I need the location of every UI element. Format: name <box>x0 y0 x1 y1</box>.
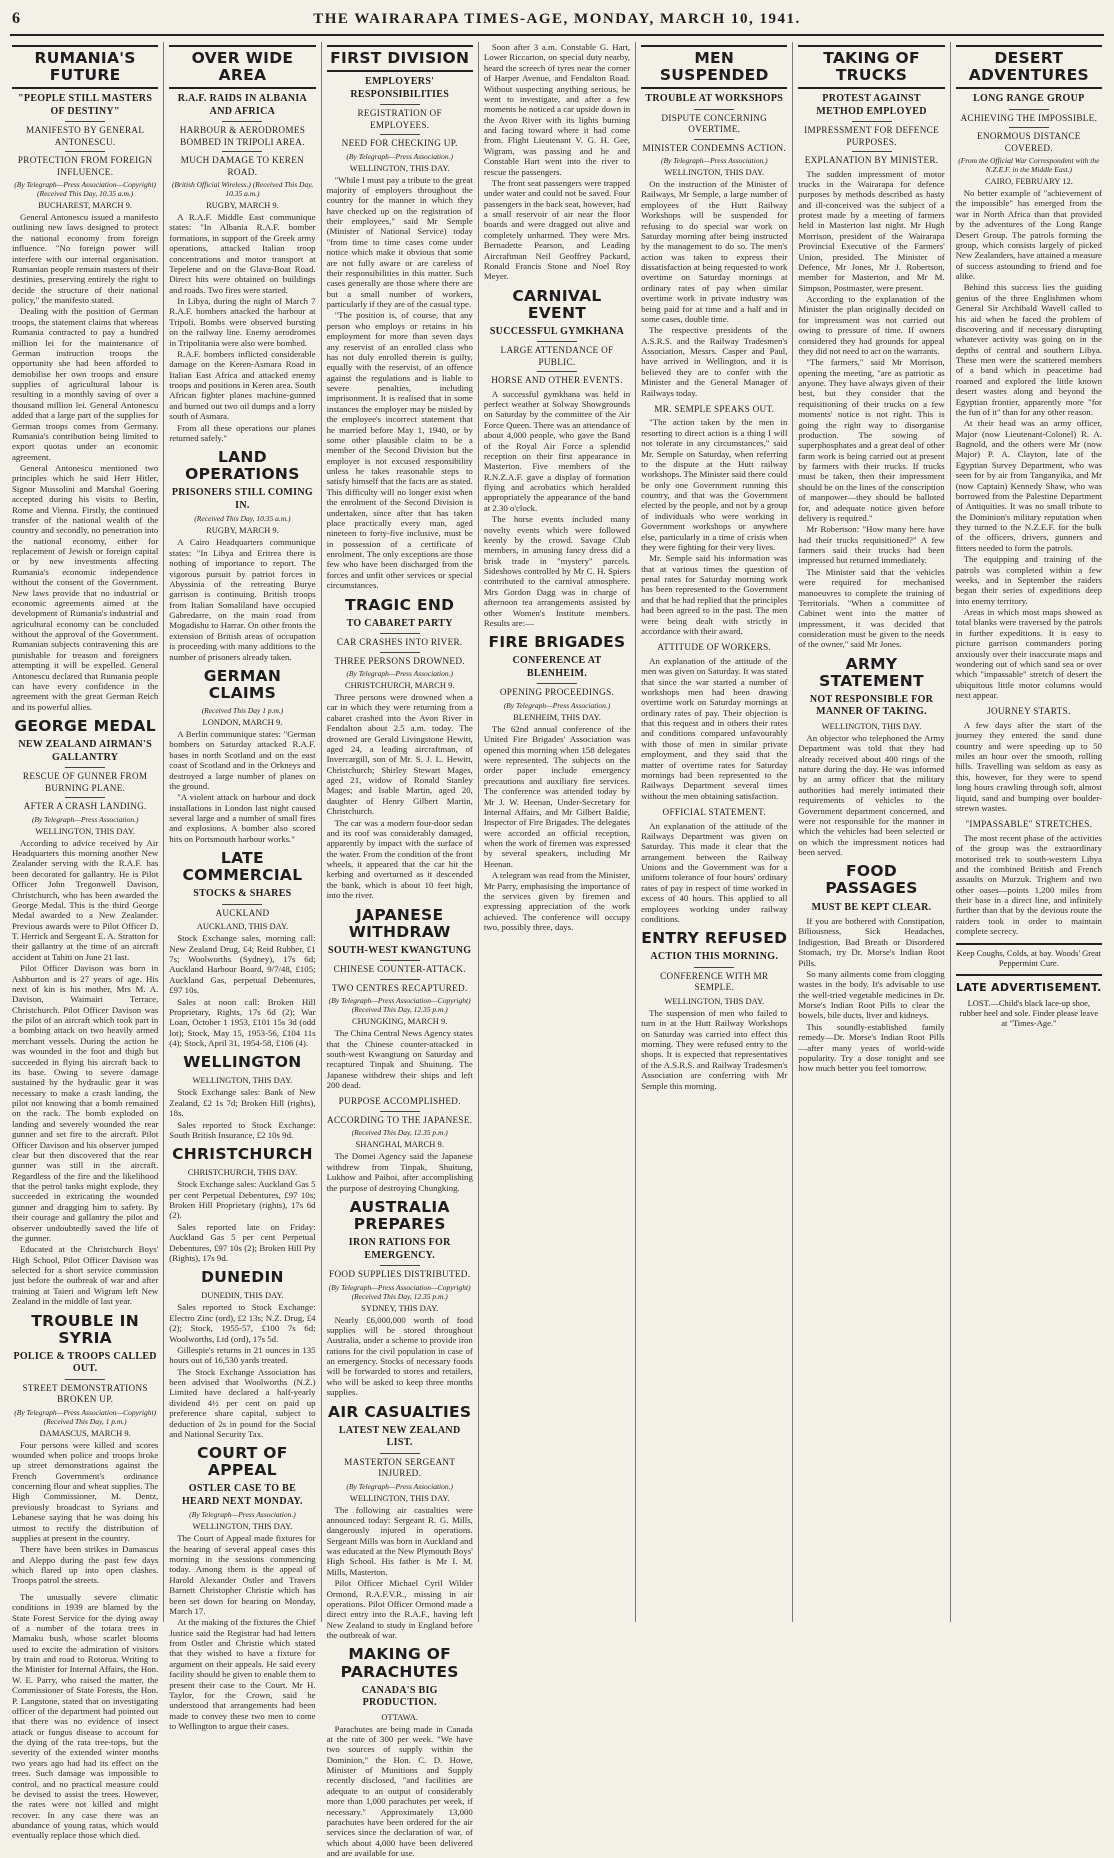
newspaper-title: THE WAIRARAPA TIMES-AGE, MONDAY, MARCH 10, 1941. <box>313 11 801 27</box>
article-subhead: ATTITUDE OF WORKERS. <box>657 642 772 653</box>
paragraph: Sales reported late on Friday: Auckland Gas 5 per cent Perpetual Debentures, £97 10s (2); Broken Hill Pty (Rights), 17s 9d. <box>169 1221 316 1263</box>
article-subhead: TWO CENTRES RECAPTURED. <box>331 982 468 993</box>
paragraph: The equipping and training of the patrols was completed within a few weeks, and in September the raiders began their series of expeditions deep into enemy territory. <box>955 554 1102 606</box>
paragraph: A Berlin communique states: "German bombers on Saturday attacked R.A.F. bases in north Scotland and on the east coast of Scotland and in the Orkneys and destroyed a large number of planes on the ground. <box>169 729 316 791</box>
article-subhead: SUCCESSFUL GYMKHANA <box>489 325 625 337</box>
paragraph: The respective presidents of the A.S.R.S. and the Railway Tradesmen's Association, Messrs. Casper and Paul, have arrived in Wellington, and it is believed they are to confer with the Minister and the General Manager of Railways today. <box>641 325 788 398</box>
article-headline: CARNIVAL EVENT <box>512 286 602 322</box>
paragraph: The car was a modern four-door sedan and its roof was considerably damaged, apparently by impact with the surface of the water. From the condition of the front wheels, it appeared that the car hit the kerbing and overturned as it descended the bank, which is about 10 feet high, into the river. <box>326 817 473 901</box>
paragraph: "The farmers," said Mr Morrison, opening the meeting, "are as patriotic as anyone. They have always given of their best, but they consider that the requisitioning of their trucks on a few moments' notice is not right. This is going the right way to disorganise production. The sowing of superphosphates and a great deal of other farm work is being carried out at present by farmers with their trucks. If trucks must be taken, then their impressment should be on the lines of the conscription of manpower—they should be balloted for, and adequate notice given before delivery is required." <box>798 357 945 523</box>
article-subhead: OSTLER CASE TO BE HEARD NEXT MONDAY. <box>181 1483 303 1507</box>
article-dateline: AUCKLAND, THIS DAY. <box>196 921 289 932</box>
article-headline: WELLINGTON <box>183 1053 302 1072</box>
article <box>169 449 315 662</box>
article-byline: (From the Official War Correspondent with the N.Z.E.F. in the Middle East.) <box>958 156 1100 175</box>
article-subhead: DISPUTE CONCERNING OVERTIME. <box>661 112 768 135</box>
paragraph: According to advice received by Air Headquarters this morning another New Zealander serving with the R.A.F. has been decorated for gallantry. He is Pilot Officer John Tregonwell Davison, Christchurch, who has been awarded the George Medal. This is the third George Medal awarded to a New Zealander. Previous awards were to Pilot Officer D. T. Herrick and Sergeant E. A. Stratton for their gallantry at the time of an aircraft accident at Tahiti on June 21 last. <box>12 837 159 962</box>
article-subhead: THREE PERSONS DROWNED. <box>334 655 465 666</box>
article-dateline: CHUNGKING, MARCH 9. <box>352 1016 448 1027</box>
article-dateline: WELLINGTON, THIS DAY. <box>349 1492 450 1503</box>
divider <box>537 371 577 372</box>
paragraph: If you are bothered with Constipation, Biliousness, Sick Headaches, Indigestion, Bad Breath or Disordered Stomach, try Dr. Morse's Indian Root Pills. <box>798 916 945 968</box>
article-headline: ARMY STATEMENT <box>819 654 924 690</box>
article-subhead: "IMPASSABLE" STRETCHES. <box>965 819 1093 830</box>
article-byline: (By Telegraph—Press Association—Copyright) (Received This Day, 12.35 p.m.) <box>328 1282 471 1301</box>
article-body <box>641 656 787 801</box>
article-body <box>641 417 787 636</box>
article-byline: (Received This Day 1 p.m.) <box>201 706 284 716</box>
article-headline: FOOD PASSAGES <box>825 862 918 898</box>
article-headline: CHRISTCHURCH <box>172 1145 313 1164</box>
article-subhead: PRISONERS STILL COMING IN. <box>171 487 313 511</box>
article <box>327 1404 473 1641</box>
article-body <box>169 933 315 1048</box>
paragraph: The sudden impressment of motor trucks in the Wairarapa for defence purposes by methods described as hasty and ill-conceived was the subject of a protest made by a meeting of farmers held in Masterton last night. Mr Hugh Morrison, president of the Wairarapa Provincial Executive of the Farmers' Union, presided. The Minister of Defence, Mr Jones, Mr J. Robertson, member for Masterton, and Mr M. Simpson, Postmaster, were present. <box>798 168 945 293</box>
article-subhead: CHINESE COUNTER-ATTACK. <box>333 964 466 975</box>
article-headline: DUNEDIN <box>201 1268 284 1287</box>
article <box>484 288 630 629</box>
article <box>327 1199 473 1398</box>
article-dateline: WELLINGTON, THIS DAY. <box>664 167 765 178</box>
article-subhead: HORSE AND OTHER EVENTS. <box>491 375 623 386</box>
article <box>956 706 1102 813</box>
paragraph: Stock Exchange sales, morning call: New Zealand Drug, £4; Reid Rubber, £1 7s; Woolworths (Sydney), 17s 6d; Auckland Harbour Board, 9/7/48, £105; Auckland Gas, perpetual Debentures, £97 10s. <box>169 933 316 996</box>
ad-text: LOST.—Child's black lace-up shoe, rubber heel and sole. Finder please leave at "Times-Age." <box>959 998 1099 1029</box>
article <box>484 42 630 282</box>
article <box>641 642 787 801</box>
article-byline: (By Telegraph—Press Association.) <box>31 814 139 824</box>
article-headline: JAPANESE WITHDRAW <box>348 905 451 941</box>
paragraph: An objector who telephoned the Army Department was told that they had already received about 400 rings of the nature during the day. He was informed by an army officer that the military authorities had merely intimated their requirements of vehicles to the Government department concerned, and were not responsible for the manner in which the vehicles had been selected or on which the impressment notices had been served. <box>798 732 945 858</box>
article-subhead: MUST BE KEPT CLEAR. <box>811 901 932 913</box>
article-dateline: WELLINGTON, THIS DAY. <box>192 1075 293 1086</box>
article-body <box>484 42 630 282</box>
article <box>327 1096 473 1193</box>
article-dateline: WELLINGTON, THIS DAY. <box>192 1521 293 1532</box>
article-byline: (By Telegraph—Press Association.) <box>660 156 768 166</box>
article-headline: AUSTRALIA PREPARES <box>349 1197 450 1233</box>
article-body <box>798 169 944 650</box>
article-subhead: OPENING PROCEEDINGS. <box>499 687 615 698</box>
article-dateline: OTTAWA. <box>381 1711 419 1722</box>
article-headline: FIRST DIVISION <box>327 45 473 72</box>
article-subhead: MASTERTON SERGEANT INJURED. <box>344 1456 456 1479</box>
paragraph: Dealing with the position of German troops, the statement claims that whereas Rumania contracted to pay a hundred million lei for the maintenance of German instruction troops the opportunity she had been afforded to demobilise her own troops and ensure supplies of agricultural labour is resulting in a monthly saving of over a thousand million lei. General Antonescu added that a large part of the supplies for German troops comes from Germany. Rumania's contribution being limited to export quotas under an economic agreement. <box>12 306 159 462</box>
article-subhead: IRON RATIONS FOR EMERGENCY. <box>348 1237 451 1261</box>
article <box>327 597 473 901</box>
article-body <box>327 175 473 591</box>
article-body <box>641 179 787 398</box>
article <box>12 1313 158 1586</box>
article-body <box>327 692 473 901</box>
article <box>798 863 944 1073</box>
article <box>956 819 1102 936</box>
divider <box>380 1111 420 1112</box>
article-subhead: REGISTRATION OF EMPLOYEES. <box>357 108 442 130</box>
article-subhead: "PEOPLE STILL MASTERS OF DESTINY" <box>18 93 153 117</box>
article-byline: (Received This Day, 10.35 a.m.) <box>194 514 291 524</box>
article-subhead: CANADA'S BIG PRODUCTION. <box>361 1684 438 1709</box>
article-subhead: HARBOUR & AERODROMES BOMBED IN TRIPOLI AREA. <box>179 125 306 147</box>
article-body <box>12 838 158 1307</box>
article-body <box>169 1179 315 1263</box>
article <box>641 45 787 398</box>
article-body <box>798 733 944 858</box>
article-subhead: CONFERENCE WITH MR SEMPLE. <box>660 970 769 993</box>
article <box>12 718 158 1306</box>
divider <box>222 904 262 905</box>
article <box>641 404 787 636</box>
article-dateline: BUCHAREST, MARCH 9. <box>38 200 133 211</box>
article-subhead: AFTER A CRASH LANDING. <box>23 801 147 812</box>
article-body <box>327 1505 473 1641</box>
article-headline: TROUBLE IN SYRIA <box>31 1311 139 1347</box>
paragraph: A telegram was read from the Minister, Mr Parry, emphasising the importance of the services given by firemen and expressing appreciation of the work achieved. The conference will occupy two, possibly three, days. <box>483 870 631 933</box>
article-body <box>484 724 630 933</box>
paragraph: So many ailments come from clogging wastes in the body. It's advisable to use the well-tried vegetable medicines in Dr. Morse's Indian Root Pills to clear the bowels, bile ducts, liver and kidneys. <box>798 968 945 1021</box>
paragraph: "The action taken by the men in resorting to direct action is a thing I will not tolerate in any circumstances," said Mr. Semple on Saturday, when referring to the dispute at the Hutt railway workshops. The Minister said there could be only one Government running this country, and that was the Government elected by the people, and not by a group of individuals who were working in Government workshops or anywhere else, particularly in a time of crisis when they were fighting for their very lives. <box>641 417 788 552</box>
paragraph: Pilot Officer Michael Cyril Wilder Ormond, R.A.F.V.R., missing in air operations. Pilot Officer Ormond made a direct entry into the R.A.F., having left New Zealand to study in England before the outbreak of war. <box>326 1578 473 1641</box>
article-dateline: DUNEDIN, THIS DAY. <box>201 1290 284 1301</box>
paragraph: "A violent attack on harbour and dock installations in London last night caused several large and a number of small fires and explosions. A bomber also scored hits on Portsmouth harbour works." <box>169 792 316 844</box>
paragraph: The following air casualties were announced today: Sergeant R. G. Mills, dangerously injured in operations. Sergeant Mills was born in Auckland and was educated at the New Plymouth Boys' High School. His father is Mr I. M. Mills, Masterton. <box>326 1504 473 1577</box>
article <box>169 1269 315 1439</box>
article-subhead: LONG RANGE GROUP <box>973 93 1085 105</box>
article-dateline: RUGBY, MARCH 9. <box>206 525 279 536</box>
article-subhead: MUCH DAMAGE TO KEREN ROAD. <box>180 155 305 177</box>
article <box>798 656 944 858</box>
paragraph: The Court of Appeal made fixtures for the hearing of several appeal cases this morning in the sessions commencing today. Among them is the appeal of Harold Alexander Ostler and Travers Barnett Christopher Christie which has been set down for hearing on Monday, March 17. <box>169 1533 316 1616</box>
article-body <box>956 720 1102 813</box>
article-byline: (By Telegraph—Press Association.) <box>346 1481 453 1491</box>
article-dateline: RUGBY, MARCH 9. <box>206 200 279 211</box>
divider <box>380 960 420 961</box>
paragraph: Educated at the Christchurch Boys' High School, Pilot Officer Davison was selected for a short service commission just before the outbreak of war and after training at Taieri and Wigram left New Zealand in the middle of last year. <box>12 1244 159 1307</box>
article-subhead: PROTECTION FROM FOREIGN INFLUENCE. <box>17 155 153 177</box>
column-7 <box>950 42 1104 1622</box>
article-headline: LAND OPERATIONS <box>185 448 300 484</box>
article <box>169 1445 315 1731</box>
divider <box>852 121 892 122</box>
paragraph: Parachutes are being made in Canada at the rate of 300 per week. "We have two sources of supply within the Dominion," the Hon. C. D. Howe, Minister of Munitions and Supply recently disclosed, "and facilities are adequate to an output of considerably more than 1,000 parachutes per week, if necessary." Approximately 13,000 parachutes have been ordered for the air services since the declaration of war, of which about 4,000 have been delivered and are available for use. <box>326 1723 473 1858</box>
article-body <box>12 212 158 712</box>
paragraph: Three persons were drowned when a car in which they were returning from a cabaret crashed into the Avon River in Fendalton about 2.5 a.m. today. The drowned are Gerald Livingstone Hewitt, aged 24, a leading aircraftman, of Invercargill, son of Mr. S. J. L. Hewitt, Christchurch; Shirley Stewart Mages, aged 21, widow of Ronald Stanley Mages; and Isable Martin, aged 20, daughter of Henry Gilbert Martin, Christchurch. <box>326 692 473 817</box>
divider <box>380 633 420 634</box>
divider <box>1009 109 1049 110</box>
column-2 <box>163 42 320 1732</box>
article-dateline: CHRISTCHURCH, MARCH 9. <box>344 680 455 691</box>
paragraph: The Stock Exchange Association has been advised that Woolworths (N.Z.) Limited have declared a half-yearly dividend 4½ per cent on paid up preference share capital, subject to deduction of 2s in pound for the Social and National Security Tax. <box>169 1366 316 1439</box>
paragraph: General Antonescu mentioned two principles which he said Herr Hitler, Signor Mussolini and Marshal Goering accepted during his visits to Berlin, Rome and Vienna. Firstly, the continued transfer of the national wealth of the country and secondly, no penetration into the national economy, either for replacement of Jewish or foreign capital or by new investments affecting Rumania's economic independence without the consent of the Government. New laws provide that no industrial or economic agreements aimed at the development of Rumania's industrial and agricultural economy can be concluded without the approval of the Government. Rumanian subjects contravening this are punishable for treason and foreigners attempting it will be expelled. General Antonescu declared that Rumania people can have every confidence in the agreement with the great German Reich and its powerful allies. <box>12 463 159 712</box>
article-byline: (By Telegraph—Press Association—Copyright) (Received This Day, 12.35 p.m.) <box>328 996 471 1015</box>
divider <box>1009 127 1049 128</box>
article-body <box>169 1302 315 1439</box>
advertisement <box>956 974 1102 1029</box>
article-subhead: ACCORDING TO THE JAPANESE. <box>327 1114 473 1125</box>
ad-headline: LATE ADVERTISEMENT. <box>956 980 1102 994</box>
paragraph: On the instruction of the Minister of Railways, Mr Semple, a large number of employees of the Hutt Railway Workshops will be suspended for refusing to do special war work on Saturday morning after being instructed by the management to do so. The men's action was taken to express their dissatisfaction at being requested to work overtime on Saturday mornings at ordinary rates of pay when similar overtime work in private industry was being paid for at time and a half and in some cases, double time. <box>641 179 788 324</box>
article-headline: MEN SUSPENDED <box>641 45 787 89</box>
column-1 <box>10 42 163 1841</box>
divider <box>694 967 734 968</box>
article-headline: ENTRY REFUSED <box>641 929 788 948</box>
article-subhead: TO CABARET PARTY <box>346 617 453 629</box>
article-byline: (Received This Day, 12.35 p.m.) <box>351 1128 448 1138</box>
paragraph: The Minister said that the vehicles were required for mechanised manoeuvres to complete the training of Territorials. "When a committee of Cabinet went into the matter of impressment, it was decided that consideration must be given to the needs of the owner," said Mr Jones. <box>798 566 945 650</box>
divider <box>65 767 105 768</box>
divider <box>380 104 420 105</box>
article <box>169 850 315 1048</box>
paragraph: The China Central News Agency states that the Chinese counter-attacked in south-west Kwangtung on Saturday and recaptured Tinpak and Shuitung. The Japanese withdrew their ships and left 200 dead. <box>326 1028 473 1091</box>
article-subhead: R.A.F. RAIDS IN ALBANIA AND AFRICA <box>177 93 308 117</box>
paragraph: The 62nd annual conference of the United Fire Brigades' Association was opened this morning when 158 delegates were represented. The subjects on the order paper include emergency precautions and auxiliary fire services. The conference was attended today by Mr J. W. Heenan, Under-Secretary for Internal Affairs, and Mr Gilbert Baldie, Inspector of Fire Brigades. The delegates were accorded an official reception, when the work of firemen was expressed by several speakers, including Mr Heenan. <box>483 723 631 869</box>
paragraph: Stock Exchange sales: Auckland Gas 5 per cent Perpetual Debentures, £97 10s; Broken Hill Proprietary (rights), 17s 6d (2). <box>169 1179 316 1221</box>
article <box>12 45 158 712</box>
article-subhead: FOOD SUPPLIES DISTRIBUTED. <box>329 1269 471 1280</box>
advertisement <box>956 943 1102 968</box>
paragraph: The suspension of men who failed to turn in at the Hutt Railway Workshops on Saturday was carried into effect this morning. They were refused entry to the shops. It is expected that representatives of the A.S.R.S. and Railway Tradesmen's Association are conferring with Mr Semple this morning. <box>641 1007 788 1091</box>
article-byline: (British Official Wireless.) (Received This Day, 10.35 a.m.) <box>171 180 313 199</box>
divider <box>65 797 105 798</box>
article-body <box>12 1440 158 1586</box>
article-subhead: NOT RESPONSIBLE FOR MANNER OF TAKING. <box>809 693 934 718</box>
article-body <box>798 916 944 1074</box>
article-body <box>327 1028 473 1090</box>
paragraph: "The position is, of course, that any person who employs or retains in his employment for more than seven days any reservist of an enrolled class who has not duly enrolled therein is guilty, equally with the reservist, of an offence against the regulations and is liable to severe penalties, including imprisonment. It is realised that in some instances the employer may be misled by the employee's incorrect statement that he married before May 1, 1940, or by some other plausible claim to be a member of the Second Division but the employer is not excused responsibility unless he takes reasonable steps to satisfy himself that the facts are as stated. This difficulty will no longer exist when the enrolment of the Second Division is undertaken, since after that has taken place practically every man, aged nineteen to forty-five inclusive, must be in possession of a certificate of enrolment. The only exceptions are those few who have been discharged from the forces and unfit other services or special circumstances. <box>326 310 473 591</box>
article-subhead: IMPRESSMENT FOR DEFENCE PURPOSES. <box>804 125 939 147</box>
article <box>169 668 315 844</box>
article-subhead: STREET DEMONSTRATIONS BROKEN UP. <box>22 1382 148 1405</box>
article <box>169 1146 315 1263</box>
article-body <box>327 1724 473 1858</box>
divider <box>537 683 577 684</box>
paragraph: From all these operations our planes returned safely." <box>169 422 316 443</box>
divider <box>222 121 262 122</box>
article-subhead: TROUBLE AT WORKSHOPS <box>645 93 784 105</box>
divider <box>537 341 577 342</box>
divider <box>222 151 262 152</box>
divider <box>65 151 105 152</box>
article <box>327 1646 473 1858</box>
article-headline: DESERT ADVENTURES <box>956 45 1102 89</box>
column-5 <box>635 42 792 1622</box>
article-subhead: LARGE ATTENDANCE OF PUBLIC. <box>500 345 614 367</box>
paragraph: The most recent phase of the activities of the group was the extraordinary motorised trek to south-western Libya and the combined British and French assaults on Murzuk. Trighem and two other oases—points 1,200 miles from their base in a direct line, and infinitely further than that by the devious route the raiders took in order to maintain complete secrecy. <box>955 832 1102 937</box>
paragraph: At the making of the fixtures the Chief Justice said the Registrar had had letters from Ostler and Christie which stated that they wished to have a fixture for argument on their appeals. He said every facility should be given to enable them to present their case to the Court. Mr H. Taylor, for the Crown, said he understood that arrangements had been made to convey these two men to come to Wellington to argue their cases. <box>169 1617 316 1732</box>
divider <box>852 151 892 152</box>
paragraph: Sales at noon call: Broken Hill Proprietary, Rights, 17s 6d (2); War Loan, October 1 1953, £101 15s 3d (odd lot); Stock, May 15, 1953-56, £104 11s (4); Stock, April 31, 1954-58, £106 (4). <box>169 996 316 1048</box>
paragraph: An explanation of the attitude of the Railways Department was given on Saturday. This made it clear that the arrangement between the Railway Unions and the Government was for a uniform tolerance of four hours' ordinary rates of pay in respect of time worked in excess of 40 hours. This applied to all employees working under railway conditions. <box>641 820 788 924</box>
article-body <box>956 188 1102 700</box>
article-headline: TRAGIC END <box>345 595 455 614</box>
article-dateline: BLENHEIM, THIS DAY. <box>513 711 601 722</box>
paragraph: Sales reported to Stock Exchange: South British Insurance, £2 10s 9d. <box>169 1119 316 1140</box>
article <box>484 634 630 932</box>
paragraph: A R.A.F. Middle East communique states: "In Albania R.A.F. bomber formations, in support of the Greek army operations, attacked Italian troop concentrations and motor transport at Tepelene and on the Glava-Boat Road. Direct hits were obtained on buildings and roads. Two fires were started. <box>169 212 316 295</box>
article-body <box>169 537 315 662</box>
paragraph: This soundly-established family remedy—Dr. Morse's Indian Root Pills—after many years of world-wide popularity. Try a dose tonight and see how much better you feel tomorrow. <box>798 1021 945 1074</box>
article-subhead: POLICE & TROOPS CALLED OUT. <box>13 1350 157 1375</box>
paragraph: Pilot Officer Davison was born in Ashburton and is 27 years of age. His next of kin is his mother, Mrs M. A. Davison, Waimairi Terrace, Christchurch. Pilot Officer Davison was the pilot of an aircraft which took part in a bombing attack on two heavily armed merchant vessels. During the action he was wounded in the foot and thigh but succeeded in flying his aircraft back to its base. Owing to severe damage sustained by the hydraulic gear it was necessary to make a crash landing, the pilot not knowing that a bomb remained on the rack. The bomb exploded on landing and severely wounded the rear gunner and set fire to the aircraft. Pilot Officer Davison and his observer jumped clear but then discovered that the rear gunner was still in the aircraft. Regardless of the fire and the likelihood that the petrol tanks might explode, they succeeded in extricating the wounded gunner and dragging him to safety. By their courage and gallantry the pilot and observer undoubtedly saved the life of the gunner. <box>12 963 159 1243</box>
paragraph: The unusually severe climatic conditions in 1939 are blamed by the State Forest Service for the dying away of a number of the totara trees in Mamaku bush, whose scarlet blooms used to excite the admiration of visitors by train and road to Rotorua. Writing to the Minister for Internal Affairs, the Hon. W. E. Parry, who raised the matter, the Commissioner of State Forests, the Hon. P. Langstone, stated that on investigating officer of the department had pointed out that there was no evidence of insect attack or fungus disease to account for the dying of the rata tree-tops, but the severity of the extended winter months two years ago had had its effect on the trees. Such damage was impossible to control, and no practical measure could be devised to assist the trees. However, the rates were not killed and might recover. In any case there was an abundance of young ratas, which would eventually replace those which died. <box>12 1591 159 1841</box>
paragraph: Gillespie's returns in 21 ounces in 135 hours out of 16,530 yards treated. <box>169 1344 316 1366</box>
divider <box>380 1453 420 1454</box>
article-subhead: EXPLANATION BY MINISTER. <box>804 155 939 166</box>
article-body <box>169 729 315 844</box>
article-subhead: NEED FOR CHECKING UP. <box>341 138 458 149</box>
article-subhead: MINISTER CONDEMNS ACTION. <box>642 142 787 153</box>
article-dateline: SHANGHAI, MARCH 9. <box>355 1139 444 1150</box>
article-body <box>169 212 315 443</box>
divider <box>380 134 420 135</box>
article-subhead: SOUTH-WEST KWANGTUNG <box>328 944 472 956</box>
paragraph: A few days after the start of the journey they entered the sand dune country and were speeding up to 50 miles an hour over the smooth, rolling hills. Travelling was seldom as easy as this, however, for they were to spend long hours crawling through soft, almost liquid, sand and bumping over boulder-strewn wastes. <box>955 719 1102 813</box>
paragraph: Four persons were killed and scores wounded when police and troops broke up street demonstrations against the French Government's ordinance concerning flour and wheat supplies. The High Commissioner, M. Dentz, previously broadcast to Syrians and Lebanese saying that he was doing his utmost to rectify the distribution of supplies at present in the country. <box>12 1439 159 1543</box>
article <box>327 907 473 1091</box>
article-subhead: ACHIEVING THE IMPOSSIBLE. <box>960 112 1098 123</box>
article-body <box>12 1592 158 1841</box>
ad-text: Keep Coughs, Colds, at bay. Woods' Great Peppermint Cure. <box>956 947 1102 968</box>
paragraph: Behind this success lies the guiding genius of the three Englishmen whom General Sir Archibald Wavell called to his aid when he faced the problem of discovering and if necessary disrupting whatever activity was going on in the depths of central and southern Libya. These men were the scattered members of a band which in peacetime had roamed and explored the little known desert wastes along and beyond the Egyptian frontier, apparently more "for the fun of it" than for any other reason. <box>955 282 1102 417</box>
article-subhead: EMPLOYERS' RESPONSIBILITIES <box>350 76 450 100</box>
divider <box>380 1265 420 1266</box>
column-6 <box>792 42 949 1622</box>
paragraph: In Libya, during the night of March 7 R.A.F. bombers attacked the harbour at Tripoli. Bombs were observed bursting on the railway line. Enemy aerodromes in Tripolitania were also were bombed. <box>169 296 316 348</box>
paragraph: At their head was an army officer, Major (now Lieutenant-Colonel) R. A. Bagnold, and the others were Mr (now Major) P. A. Clayton, late of the Egyptian Survey Department, who was seen for by air from Tanganyika, and Mr (now Captain) Kennedy Shaw, who was borrowed from the Palestine Department of Antiquities. It was no small tribute to the Dominion's military reputation when they turned to the N.Z.E.F. for the bulk of the officers, drivers, gunners and fitters needed to form the patrols. <box>955 418 1102 553</box>
article-body <box>169 1087 315 1140</box>
article-dateline: DAMASCUS, MARCH 9. <box>39 1427 131 1438</box>
paragraph: A Cairo Headquarters communique states: "In Libya and Eritrea there is nothing of importance to report. The vigorous pursuit by patriot forces in Abyssinia of the retreating Burye garrison is continuing. British troops from Italian Somaliland have occupied Gabredarre, on the main road from Mogadishu to Harrar. On other fronts the extension of British areas of occupation is proceeding with many additions to the number of prisoners already taken. <box>169 537 316 662</box>
article-byline: (By Telegraph—Press Association.) <box>189 1510 296 1520</box>
paragraph: "While I must pay a tribute to the great majority of employers throughout the country for the manner in which they have checked up on the registration of their employees," said Mr Semple (Minister of National Service) today "from time to time cases come under notice which make it obvious that some are not fully aware or are careless of their responsibilities in this matter. Such cases generally are those where there are but a small number of workers, particularly if they are of the casual type. <box>326 174 473 310</box>
article-subhead: AUCKLAND <box>215 907 270 918</box>
article-body <box>641 1008 787 1091</box>
article-dateline: WELLINGTON, THIS DAY. <box>349 162 450 173</box>
article <box>798 45 944 650</box>
article-byline: (By Telegraph—Press Association—Copyright) (Received This Day, 1 p.m.) <box>14 1407 157 1426</box>
article-body <box>327 1315 473 1398</box>
article-dateline: WELLINGTON, THIS DAY. <box>35 825 136 836</box>
article-body <box>484 389 630 629</box>
article-subhead: PROTEST AGAINST METHOD EMPLOYED <box>816 93 927 117</box>
article <box>641 930 787 1091</box>
masthead <box>10 8 1104 36</box>
columns <box>10 42 1104 1858</box>
article-headline: COURT OF APPEAL <box>197 1444 288 1480</box>
article-subhead: ACTION THIS MORNING. <box>650 951 779 963</box>
divider <box>380 979 420 980</box>
article-byline: (By Telegraph—Press Association—Copyright) (Received This Day, 10.35 a.m.) <box>14 180 157 199</box>
article-headline: TAKING OF TRUCKS <box>798 45 944 89</box>
article <box>327 45 473 591</box>
paragraph: No better example of "achievement of the impossible" has emerged from the war in North Africa than that provided by the adventures of the Long Range Desert Group. The patrols forming the group, which consists largely of picked New Zealanders, have attained a measure of success astounding to friend and foe alike. <box>955 188 1102 282</box>
article-headline: AIR CASUALTIES <box>328 1402 472 1421</box>
paragraph: According to the explanation of the Minister the plan originally decided on for impressment was not carried out owing to pressure of time. If owners considered they had grounds for appeal they did not need to act on the warrants. <box>798 294 945 356</box>
article-dateline: LONDON, MARCH 9. <box>202 717 283 728</box>
article <box>169 45 315 443</box>
divider <box>694 139 734 140</box>
paragraph: Mr Robertson: "How many here have had their trucks requisitioned?" A few farmers said their trucks had been impressed but returned immediately. <box>798 524 945 566</box>
divider <box>65 121 105 122</box>
article <box>12 1592 158 1841</box>
column-3 <box>321 42 478 1858</box>
paragraph: Soon after 3 a.m. Constable G. Hart, Lower Riccarton, on special duty nearby, heard the screech of tyres near the corner of Harper Avenue, and Fendalton Road. Without suspecting anything serious, he went to investigate, and after a few moments he noticed a car upside down in the Avon River with its lights burning and facing toward where it had come from. Flight Lieutenant V. G. H. Gee, Wigram, was passing and he and Constable Hart went into the river to rescue the passengers. <box>483 42 631 177</box>
article-subhead: MANIFESTO BY GENERAL ANTONESCU. <box>25 125 145 147</box>
paragraph: Nearly £6,000,000 worth of food supplies will be stored throughout Australia, under a scheme to provide iron rations for the civil population in case of an emergency. Stocks of necessary foods will be forwarded to stores and retailers, who will be asked to keep three months supplies. <box>326 1314 473 1398</box>
article-byline: (By Telegraph—Press Association.) <box>503 700 611 710</box>
article-byline: (By Telegraph—Press Association.) <box>346 669 453 679</box>
article-dateline: CHRISTCHURCH, THIS DAY. <box>187 1167 298 1178</box>
paragraph: Sales reported to Stock Exchange: Electro Zinc (ord), £2 13s; N.Z. Drug, £4 (2); Stock, 1955-57, £100 7s 6d; Woolworths, Ltd (ord), 17s 5d. <box>169 1302 316 1344</box>
paragraph: R.A.F. bombers inflicted considerable damage on the Keren-Asmara Road in Italian East Africa and attacked enemy troops and positions in Keren area. South African fighter planes machine-gunned and burned out two oil dumps and a lorry south of Asmara. <box>169 348 316 422</box>
article-subhead: CONFERENCE AT BLENHEIM. <box>512 655 602 679</box>
article-subhead: LATEST NEW ZEALAND LIST. <box>338 1424 461 1449</box>
divider <box>380 652 420 653</box>
paragraph: There have been strikes in Damascus and Aleppo during the past few days which flared up into open clashes. Troops patrol the streets. <box>12 1544 159 1586</box>
article-subhead: OFFICIAL STATEMENT. <box>662 807 766 818</box>
article-dateline: WELLINGTON, THIS DAY. <box>664 995 765 1006</box>
article-headline: RUMANIA'S FUTURE <box>12 45 158 89</box>
article-headline: MAKING OF PARACHUTES <box>340 1645 459 1681</box>
paragraph: An explanation of the attitude of the men was given on Saturday. It was stated that since the war started a number of workshops men had been drawing overtime work on Saturday mornings at ordinary rates of pay. Their objection is that this request and in others their rates and conditions compared unfavourably with those of men in similar private employment, and they said that the matter of overtime rates for Saturday mornings had been represented to the Railways Department several times without the men obtaining satisfaction. <box>641 655 788 801</box>
article-subhead: ENORMOUS DISTANCE COVERED. <box>977 131 1081 153</box>
paragraph: The Domei Agency said the Japanese withdrew from Tinpak, Shuitung, Lukhow and Paihoi, after accomplishing the purpose of destroying Chungking. <box>326 1151 473 1193</box>
article-headline: LATE COMMERCIAL <box>182 849 303 885</box>
article-body <box>956 833 1102 937</box>
article <box>169 1054 315 1140</box>
page-number: 6 <box>12 10 20 27</box>
article-headline: OVER WIDE AREA <box>169 45 315 89</box>
article-subhead: RESCUE OF GUNNER FROM BURNING PLANE. <box>22 771 148 793</box>
article-subhead: STOCKS & SHARES <box>193 888 292 900</box>
divider <box>65 1379 105 1380</box>
paragraph: A successful gymkhana was held in perfect weather at Solway Showgrounds on Saturday by the committee of the Air Force Queen. There was an attendance of about 4,000 people, who gave the Band of the Royal Air Force a splendid reception on their first appearance in Masterton. Five members of the R.N.Z.A.F. gave a display of formation flying and acrobatics which heralded appropriately the appearance of the band at 2.30 o'clock. <box>483 388 631 513</box>
article-subhead: CAR CRASHES INTO RIVER. <box>336 637 463 648</box>
article-dateline: CAIRO, FEBRUARY 12. <box>984 176 1073 187</box>
paragraph: General Antonescu issued a manifesto outlining new laws designed to protect the national economy from foreign influence. "No foreign power will interfere with our internal organisation. Rumanian people remain masters of their destinies, preserving entirely the right to decide the structure of their national policy," the manifesto stated. <box>12 212 159 306</box>
article-body <box>641 821 787 925</box>
article-dateline: WELLINGTON, THIS DAY. <box>821 720 922 731</box>
divider <box>694 109 734 110</box>
paragraph: Mr. Semple said his information was that at various times the question of penal rates for Saturday morning work has been represented to the Government and that he had replied that the principles had been agreed to in the past. The men were being dealt with strictly in accordance with their award. <box>641 553 788 636</box>
paragraph: Areas in which most maps showed as total blanks were traversed by the patrols in further expeditions. It is easy to picture garrison commanders poring anxiously over their inaccurate maps and wondering out of which sand sea or over which "impassable" stretch of desert the ubiquitous little motor columns would next appear. <box>955 607 1102 701</box>
article-byline: (By Telegraph—Press Association.) <box>346 151 453 161</box>
article-headline: GEORGE MEDAL <box>14 717 156 736</box>
article-subhead: NEW ZEALAND AIRMAN'S GALLANTRY <box>18 739 152 763</box>
article <box>641 807 787 924</box>
article-subhead: PURPOSE ACCOMPLISHED. <box>338 1096 461 1107</box>
article-body <box>169 1533 315 1731</box>
article-headline: GERMAN CLAIMS <box>203 666 282 702</box>
column-4 <box>478 42 635 1622</box>
article-headline: FIRE BRIGADES <box>488 633 626 652</box>
article <box>956 45 1102 700</box>
paragraph: Stock Exchange sales: Bank of New Zealand, £2 1s 7d; Broken Hill (rights), 18s. <box>169 1087 316 1119</box>
article-subhead: MR. SEMPLE SPEAKS OUT. <box>654 403 775 414</box>
article-subhead: JOURNEY STARTS. <box>987 706 1071 717</box>
paragraph: The horse events included many novelty events which were followed keenly by the crowd. Savage Club members, in amusing fancy dress did a brisk trade in "mystery" parcels. Sideshows controlled by Mr C. H. Spiers contributed to the carnival atmosphere. Mrs Gordon Dagg was in charge of afternoon tea arrangements assisted by other Women's Institute members. Results are:— <box>483 514 631 628</box>
article-dateline: SYDNEY, THIS DAY. <box>361 1302 439 1313</box>
article-body <box>327 1151 473 1193</box>
paragraph: The front seat passengers were trapped under water and could not be saved. Four passengers in the back seat, however, had a small reservoir of air near the floor boards and were dragged out alive and completely unharmed. They were Mrs. Bernadette Pearson, and Leading Aircraftman Neil Geoffrey Packard, Ronald Francis Stone and Noel Roy Meyer. <box>483 177 631 282</box>
